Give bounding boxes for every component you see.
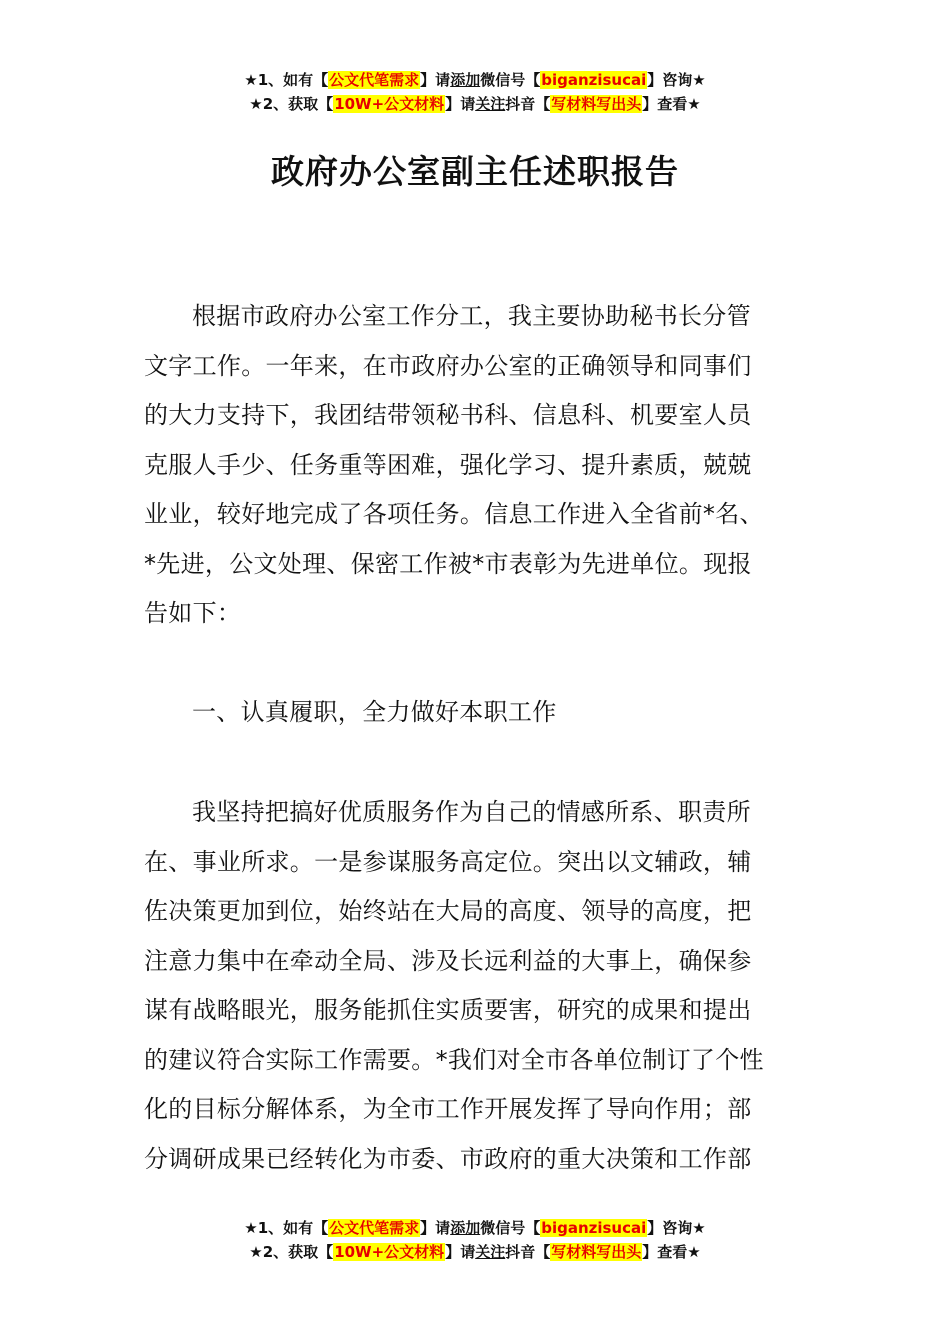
text-line: 文字工作。一年来，在市政府办公室的正确领导和同事们 [144,351,752,380]
text-line: 告如下： [144,599,242,627]
banner-line-2: ★2、获取【10W+公文材料】请关注抖音【写材料写出头】查看★ [249,1243,701,1261]
text-line: *先进，公文处理、保密工作被*市表彰为先进单位。现报 [144,549,752,578]
paragraph-intro [144,292,808,639]
text-line: 克服人手少、任务重等困难，强化学习、提升素质，兢兢 [144,450,752,479]
banner-line-1: ★1、如有【公文代笔需求】请添加微信号【biganzisucai】咨询★ [244,71,706,89]
text-line: 注意力集中在牵动全局、涉及长远利益的大事上，确保参 [144,946,752,975]
ghostwriting-highlight: 公文代笔需求 [329,71,420,89]
text-line: 的大力支持下，我团结带领秘书科、信息科、机要室人员 [144,401,752,429]
text-line: 我坚持把搞好优质服务作为自己的情感所系、职责所 [192,798,751,826]
douyin-id-highlight: 写材料写出头 [551,95,642,113]
materials-highlight: 10W+公文材料 [334,95,445,113]
text-line: 化的目标分解体系，为全市工作开展发挥了导向作用；部 [144,1095,752,1123]
text-line: 根据市政府办公室工作分工，我主要协助秘书长分管 [192,302,751,330]
text-line: 的建议符合实际工作需要。*我们对全市各单位制订了个性 [144,1045,764,1074]
text-line: 在、事业所求。一是参谋服务高定位。突出以文辅政，辅 [144,847,752,876]
header-banner [0,68,950,116]
banner-line-1: ★1、如有【公文代笔需求】请添加微信号【biganzisucai】咨询★ [244,1219,706,1237]
banner-line-2: ★2、获取【10W+公文材料】请关注抖音【写材料写出头】查看★ [249,95,701,113]
section-heading [144,688,808,738]
section-heading-text: 一、认真履职，全力做好本职工作 [192,698,557,726]
page-title: 政府办公室副主任述职报告 [271,152,679,191]
materials-highlight: 10W+公文材料 [334,1243,445,1261]
wechat-id-highlight: biganzisucai [541,1219,647,1237]
douyin-id-highlight: 写材料写出头 [551,1243,642,1261]
text-line: 业业，较好地完成了各项任务。信息工作进入全省前*名、 [144,500,764,528]
paragraph-section-1 [144,788,808,1184]
text-line: 谋有战略眼光，服务能抓住实质要害，研究的成果和提出 [144,996,752,1024]
wechat-id-highlight: biganzisucai [541,71,647,89]
ghostwriting-highlight: 公文代笔需求 [329,1219,420,1237]
text-line: 佐决策更加到位，始终站在大局的高度、领导的高度，把 [144,897,752,925]
text-line: 分调研成果已经转化为市委、市政府的重大决策和工作部 [144,1144,752,1173]
footer-banner [0,1216,950,1264]
